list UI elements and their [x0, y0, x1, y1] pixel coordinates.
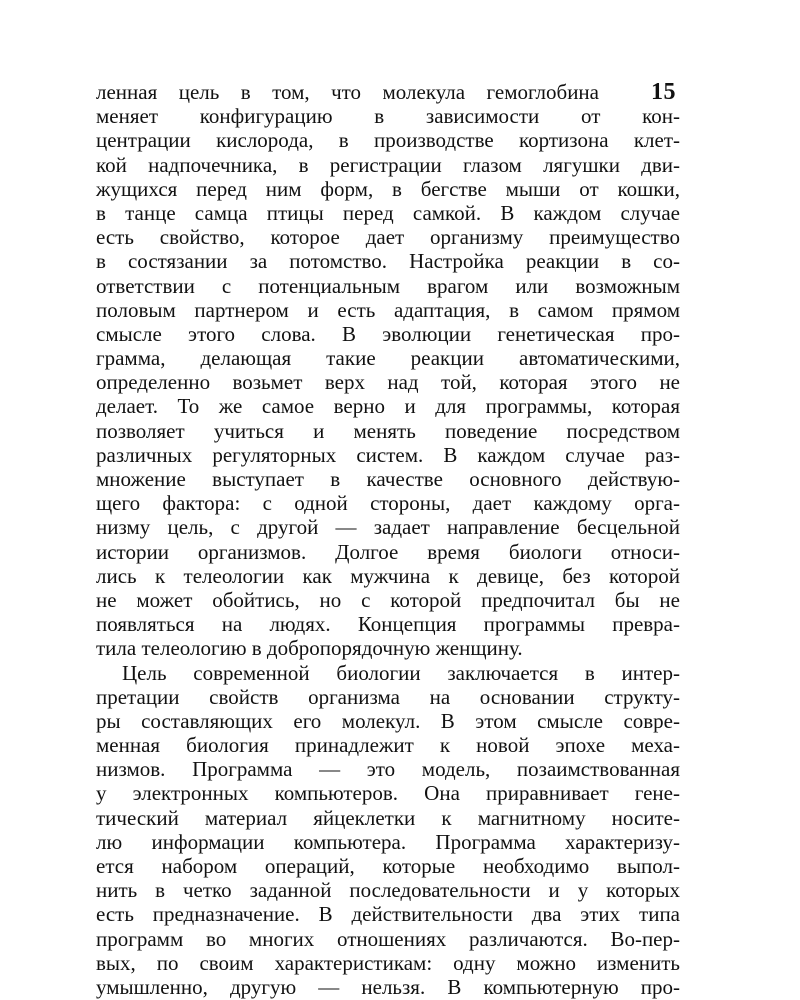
- text-line: у электронных компьютеров. Она приравнивает гене-: [96, 781, 680, 806]
- text-line: есть предназначение. В действительности два этих типа: [96, 902, 680, 927]
- text-line: ры составляющих его молекул. В этом смысле совре-: [96, 708, 680, 733]
- text-line: делает. То же самое верно и для программы, которая: [96, 394, 680, 419]
- text-line: тический материал яйцеклетки к магнитному носите-: [96, 805, 680, 830]
- text-line: кой надпочечника, в регистрации глазом лягушки дви-: [96, 152, 680, 177]
- text-line: не может обойтись, но с которой предпочитал бы не: [96, 587, 680, 612]
- text-line: лись к телеологии как мужчина к девице, без которой: [96, 563, 680, 588]
- paragraph-first-line: Цель современной биологии заключается в интер-: [122, 660, 680, 685]
- page-number: 15: [651, 79, 676, 105]
- text-line: есть свойство, которое дает организму преимущество: [96, 225, 680, 250]
- text-line: нить в четко заданной последовательности и у которых: [96, 878, 680, 903]
- text-line: в танце самца птицы перед самкой. В каждом случае: [96, 200, 680, 225]
- text-line: множение выступает в качестве основного действую-: [96, 467, 680, 491]
- text-line: в состязании за потомство. Настройка реакции в со-: [96, 249, 680, 274]
- text-line: центрации кислорода, в производстве кортизона клет-: [96, 128, 680, 153]
- text-line: претации свойств организма на основании структу-: [96, 684, 680, 709]
- text-line: умышленно, другую — нельзя. В компьютерную про-: [96, 974, 680, 999]
- text-line: половым партнером и есть адаптация, в самом прямом: [96, 297, 680, 322]
- body-text: [96, 80, 680, 999]
- text-line: лю информации компьютера. Программа характеризу-: [96, 829, 680, 854]
- text-line: ется набором операций, которые необходимо выпол-: [96, 854, 680, 878]
- text-line: позволяет учиться и менять поведение посредством: [96, 418, 680, 443]
- text-line: вых, по своим характеристикам: одну можно изменить: [96, 950, 680, 975]
- text-line: ответствии с потенциальным врагом или возможным: [96, 273, 680, 298]
- text-line: грамма, делающая такие реакции автоматическими,: [96, 346, 680, 371]
- text-line: определенно возьмет верх над той, которая этого не: [96, 370, 680, 395]
- text-line: тила телеологию в добропорядочную женщину.: [96, 636, 523, 661]
- text-line: истории организмов. Долгое время биологи относи-: [96, 539, 680, 564]
- text-line: менная биология принадлежит к новой эпохе меха-: [96, 733, 680, 758]
- text-line: появляться на людях. Концепция программы превра-: [96, 612, 680, 637]
- text-line: жущихся перед ним форм, в бегстве мыши от кошки,: [96, 176, 680, 201]
- text-line: ленная цель в том, что молекула гемоглобина: [96, 80, 599, 104]
- text-line: низмов. Программа — это модель, позаимствованная: [96, 757, 680, 782]
- text-line: щего фактора: с одной стороны, дает каждому орга-: [96, 491, 680, 516]
- text-line: меняет конфигурацию в зависимости от кон-: [96, 104, 680, 129]
- text-line: различных регуляторных систем. В каждом случае раз-: [96, 442, 680, 467]
- text-line: смысле этого слова. В эволюции генетическая про-: [96, 321, 680, 346]
- text-line: низму цель, с другой — задает направление бесцельной: [96, 515, 680, 540]
- text-line: программ во многих отношениях различаются. Во-пер-: [96, 926, 680, 951]
